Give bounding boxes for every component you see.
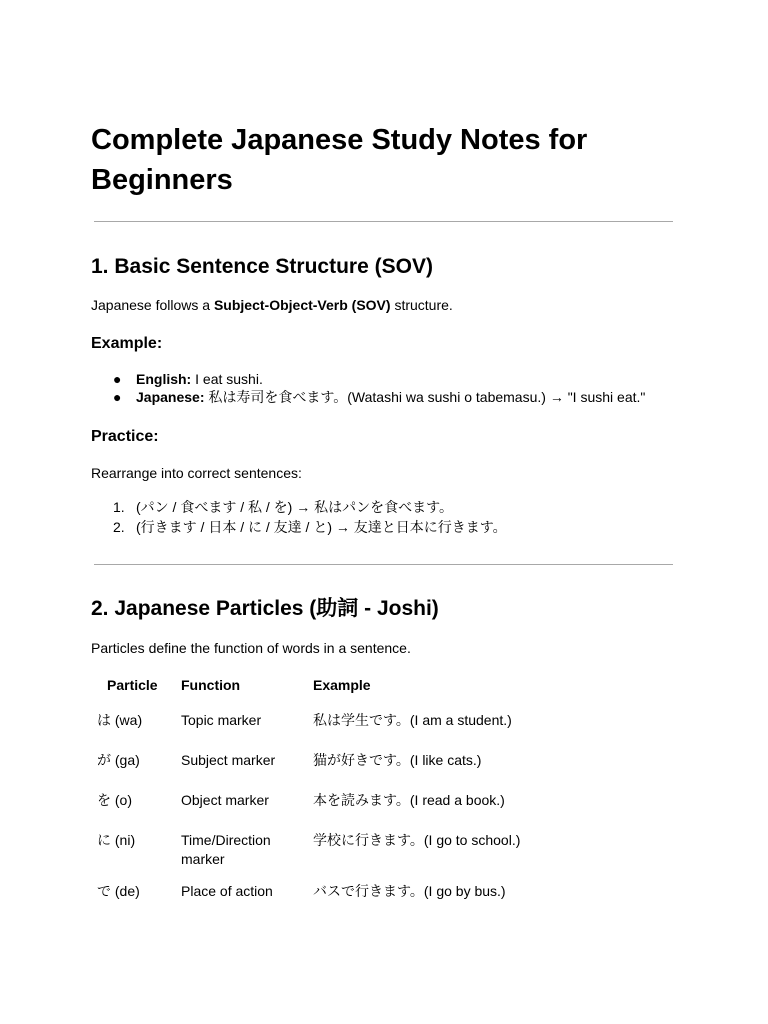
particle-cell: は (wa) [97,712,143,728]
list-number: 2. [113,519,125,535]
table-header-function: Function [181,677,241,693]
section-heading-sentence-structure: 1. Basic Sentence Structure (SOV) [91,255,433,278]
list-item-english-example [91,370,645,388]
example-cell: 学校に行きます。(I go to school.) [313,832,521,848]
list-number: 1. [113,499,125,515]
example-heading: Example: [91,335,163,352]
practice-heading: Practice: [91,428,159,445]
list-item-practice-1 [91,497,507,517]
function-cell: Time/Direction marker [181,832,271,867]
table-header-example: Example [313,677,371,693]
example-text: I eat sushi. [191,371,263,387]
list-item-practice-2 [91,517,507,537]
particle-cell: が (ga) [97,752,140,768]
function-cell: Object marker [181,792,269,808]
example-cell: 猫が好きです。(I like cats.) [313,752,482,768]
divider [94,564,673,565]
example-list [91,370,645,406]
practice-text: (パン / 食べます / 私 / を) → 私はパンを食べます。 [136,499,453,515]
function-cell: Subject marker [181,752,276,768]
sov-intro-paragraph [91,296,453,314]
bullet-icon: ● [113,371,122,387]
function-cell: Place of action [181,883,273,899]
example-label: English: [136,371,192,387]
particle-cell: に (ni) [97,832,136,848]
table-row [91,882,613,922]
practice-text: (行きます / 日本 / に / 友達 / と) → 友達と日本に行きます。 [136,519,507,535]
table-row [91,701,613,751]
table-header-particle: Particle [107,677,158,693]
example-cell: 本を読みます。(I read a book.) [313,792,505,808]
table-row [91,751,613,791]
sov-intro-bold: Subject-Object-Verb (SOV) [213,297,391,313]
table-row [91,791,613,831]
sov-intro-suffix: structure. [390,297,453,313]
bullet-icon: ● [113,389,122,405]
divider [94,221,673,222]
list-item-japanese-example [91,388,645,406]
practice-list [91,497,507,537]
example-cell: 私は学生です。(I am a student.) [313,712,512,728]
example-cell: バスで行きます。(I go by bus.) [313,883,506,899]
example-label: Japanese: [136,389,205,405]
function-cell: Topic marker [181,712,262,728]
particle-cell: を (o) [97,792,132,808]
example-text: 私は寿司を食べます。(Watashi wa sushi o tabemasu.) → "I sushi eat." [204,389,646,405]
table-header-row [91,676,613,701]
practice-intro: Rearrange into correct sentences: [91,465,302,481]
particles-intro: Particles define the function of words in a sentence. [91,640,411,656]
sov-intro-prefix: Japanese follows a [91,297,214,313]
document-title: Complete Japanese Study Notes for Beginners [91,124,588,196]
section-heading-particles: 2. Japanese Particles (助詞 - Joshi) [91,597,439,620]
table-row [91,831,613,882]
particles-table [91,676,613,922]
particle-cell: で (de) [97,883,140,899]
